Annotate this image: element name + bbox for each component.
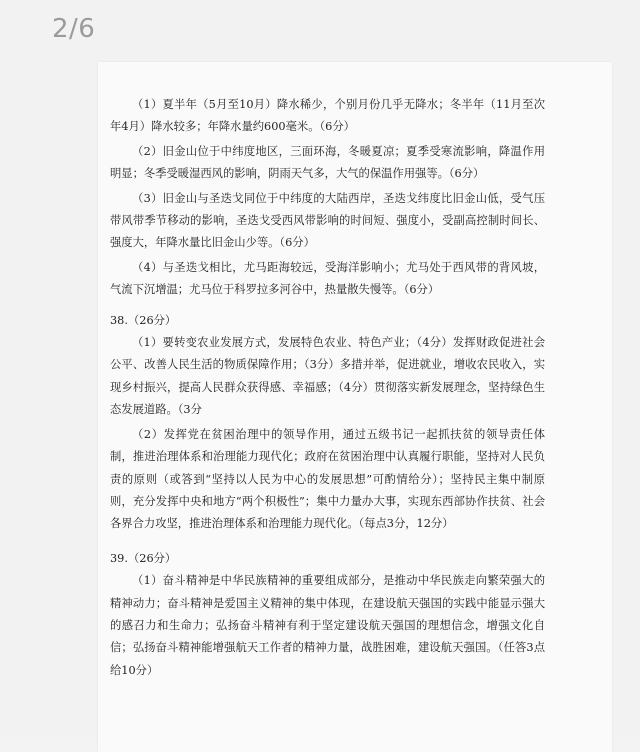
page-content: [110, 94, 545, 682]
section-gap: [110, 302, 545, 310]
q37-answer-4: （4）与圣迭戈相比，尤马距海较远，受海洋影响小；尤马处于西风带的背风坡，气流下沉增温；尤马位于科罗拉多河谷中，热量散失慢等。（6分）: [110, 260, 545, 297]
question-39: [110, 548, 545, 682]
page-indicator: 2/6: [52, 14, 96, 44]
q38-answer-1: （1）要转变农业发展方式，发展特色农业、特色产业；（4分）发挥财政促进社会公平、改善人民生活的物质保障作用；（3分）多措并举，促进就业，增收农民收入，实现乡村振兴，提高人民群众获得感、幸福感；（4分）贯彻落实新发展理念，坚持绿色生态发展道路。（3分: [110, 336, 545, 417]
section-gap: [110, 536, 545, 548]
question-37-answers: [110, 94, 545, 302]
q37-answer-2: （2）旧金山位于中纬度地区，三面环海，冬暖夏凉；夏季受寒流影响，降温作用明显；冬季受暖湿西风的影响，阴雨天气多，大气的保温作用强等。（6分）: [110, 144, 545, 181]
q37-answer-1: （1）夏半年（5月至10月）降水稀少，个别月份几乎无降水；冬半年（11月至次年4月）降水较多；年降水量约600毫米。（6分）: [110, 98, 545, 134]
q39-answer-1: （1）奋斗精神是中华民族精神的重要组成部分，是推动中华民族走向繁荣强大的精神动力；奋斗精神是爱国主义精神的集中体现，在建设航天强国的实践中能显示强大的感召力和生命力；弘扬奋斗精神有利于坚定建设航天强国的理想信念，增强文化自信；弘扬奋斗精神能增强航天工作者的精神力量，战胜困难，建设航天强国。（任答3点给10分）: [110, 574, 545, 677]
q39-heading: 39.（26分）: [110, 551, 177, 565]
q37-answer-3: （3）旧金山与圣迭戈同位于中纬度的大陆西岸，圣迭戈纬度比旧金山低，受气压带风带季节移动的影响，圣迭戈受西风带影响的时间短、强度小，受副高控制时间长、强度大，年降水量比旧金山少等。（6分）: [110, 191, 545, 250]
q38-answer-2: （2）发挥党在贫困治理中的领导作用，通过五级书记一起抓扶贫的领导责任体制，推进治理体系和治理能力现代化；政府在贫困治理中认真履行职能，坚持对人民负责的原则（或答到“坚持以人民为中心的发展思想”可酌情给分）；坚持民主集中制原则，充分发挥中央和地方“两个积极性”；集中力量办大事，实现东西部协作扶贫、社会各界合力攻坚，推进治理体系和治理能力现代化。（每点3分，12分）: [110, 427, 545, 531]
q38-heading: 38.（26分）: [110, 313, 177, 327]
question-38: [110, 310, 545, 536]
